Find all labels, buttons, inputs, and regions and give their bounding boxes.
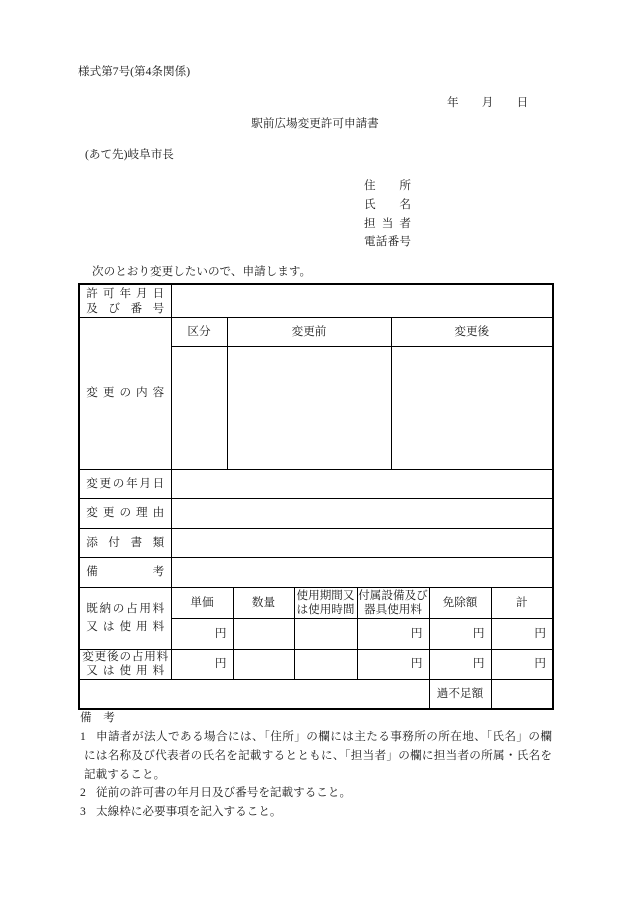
change-date-field	[171, 469, 553, 498]
paid-unit-price-field: 円	[171, 618, 233, 649]
permit-row	[79, 284, 553, 317]
notes-heading: 備 考	[80, 711, 115, 724]
page-title: 駅前広場変更許可申請書	[251, 117, 379, 130]
change-content-label-text: 変 更 の 内 容	[86, 386, 165, 399]
quantity-header: 数量	[233, 587, 294, 618]
attachments-field	[171, 528, 553, 557]
applicant-phone-label: 電話番号	[364, 235, 411, 248]
new-fee-label	[79, 649, 171, 679]
note-line	[80, 728, 552, 747]
paid-exemption-field: 円	[429, 618, 491, 649]
difference-label: 過不足額	[429, 679, 491, 709]
change-date-row	[79, 469, 553, 498]
unit-price-header: 単価	[171, 587, 233, 618]
note-item	[80, 803, 552, 822]
equipment-header-line: 付属設備及び	[358, 588, 428, 602]
note-number: 1	[80, 730, 86, 743]
period-header-line: 使用期間又	[296, 588, 355, 602]
note-text: 従前の許可書の年月日及び番号を記載すること。	[96, 786, 352, 800]
note-number: 2	[80, 786, 86, 800]
remarks-row	[79, 557, 553, 587]
change-before-header: 変更前	[227, 317, 391, 346]
period-header	[294, 587, 357, 618]
paid-equipment-field: 円	[357, 618, 429, 649]
permit-label-line: 許 可 年 月 日	[86, 286, 165, 300]
fee-header-row	[79, 587, 553, 618]
change-reason-field	[171, 498, 553, 528]
note-text: 太線枠に必要事項を記入すること。	[96, 805, 282, 819]
change-category-field	[171, 346, 227, 469]
change-date-label	[79, 469, 171, 498]
note-line	[80, 784, 552, 803]
difference-row	[79, 679, 553, 709]
paid-period-field	[294, 618, 357, 649]
total-header: 計	[491, 587, 553, 618]
permit-label-line: 及 び 番 号	[86, 301, 165, 315]
paid-quantity-field	[233, 618, 294, 649]
note-text: には名称及び代表者の氏名を記載するとともに、「担当者」の欄に担当者の所属・氏名を	[84, 748, 552, 762]
note-text: 記載すること。	[84, 767, 166, 781]
change-reason-label-text: 変 更 の 理 由	[86, 506, 165, 519]
exemption-header: 免除額	[429, 587, 491, 618]
notes-list	[80, 728, 552, 822]
new-fee-label-line: 又 は 使 用 料	[86, 664, 165, 677]
applicant-contact-label: 担 当 者	[364, 217, 411, 230]
attachments-label-text: 添 付 書 類	[86, 535, 165, 549]
remarks-label-text: 備 考	[86, 565, 165, 578]
note-item	[80, 784, 552, 803]
attachments-label	[79, 528, 171, 557]
addressee: (あて先)岐阜市長	[85, 148, 174, 161]
paid-fee-label	[79, 587, 171, 649]
new-fee-label-line: 変更後の占用料	[82, 650, 169, 663]
date-line: 年 月 日	[447, 96, 529, 109]
change-date-label-text: 変更の年月日	[86, 476, 165, 490]
change-before-field	[227, 346, 391, 469]
application-table	[78, 283, 554, 710]
note-text: 申請者が法人である場合には、「住所」の欄には主たる事務所の所在地、「氏名」の欄	[96, 730, 552, 743]
change-header-row	[79, 317, 553, 346]
new-exemption-field: 円	[429, 649, 491, 679]
note-number: 3	[80, 805, 86, 819]
change-category-header: 区分	[171, 317, 227, 346]
new-unit-price-field: 円	[171, 649, 233, 679]
paid-total-field: 円	[491, 618, 553, 649]
change-content-label	[79, 317, 171, 469]
permit-label	[79, 284, 171, 317]
new-period-field	[294, 649, 357, 679]
remarks-field	[171, 557, 553, 587]
equipment-header	[357, 587, 429, 618]
permit-value-field	[171, 284, 553, 317]
applicant-name-label: 氏 名	[364, 198, 411, 211]
change-after-field	[391, 346, 553, 469]
difference-blank-cell	[79, 679, 429, 709]
period-header-line: は使用時間	[296, 602, 355, 616]
paid-fee-label-line: 既納の占用料	[86, 602, 165, 615]
new-equipment-field: 円	[357, 649, 429, 679]
change-reason-row	[79, 498, 553, 528]
note-line	[80, 803, 552, 822]
note-item	[80, 728, 552, 784]
change-after-header: 変更後	[391, 317, 553, 346]
paid-fee-label-line: 又 は 使 用 料	[86, 620, 165, 633]
new-quantity-field	[233, 649, 294, 679]
applicant-address-label: 住 所	[364, 179, 411, 192]
new-total-field: 円	[491, 649, 553, 679]
attachments-row	[79, 528, 553, 557]
difference-field	[491, 679, 553, 709]
equipment-header-line: 器具使用料	[364, 602, 422, 616]
form-number: 様式第7号(第4条関係)	[78, 65, 191, 78]
change-reason-label	[79, 498, 171, 528]
new-fee-row	[79, 649, 553, 679]
intro-text: 次のとおり変更したいので、申請します。	[92, 265, 312, 278]
remarks-label	[79, 557, 171, 587]
